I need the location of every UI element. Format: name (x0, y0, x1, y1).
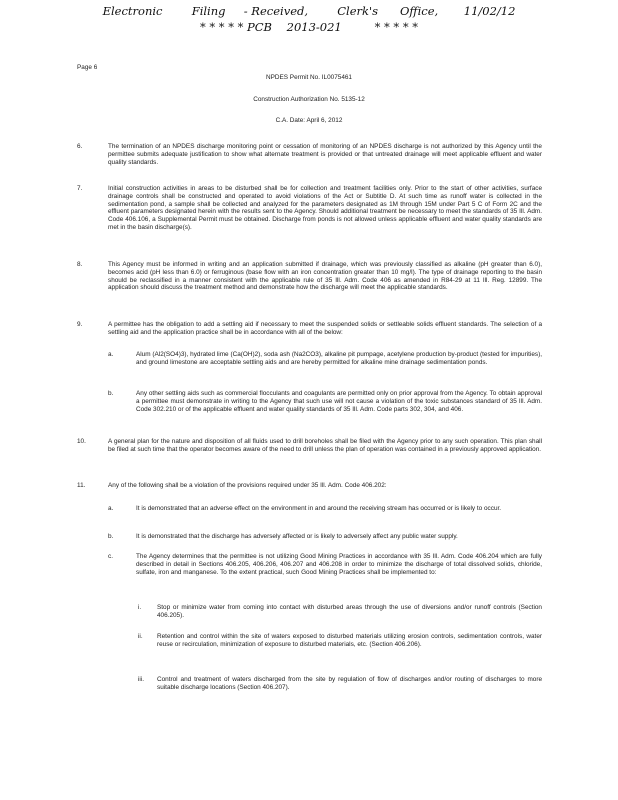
condition-8-text: This Agency must be informed in writing and an application submitted if drainage, which was previously classified as alkaline (pH greater than 6.0), becomes acid (pH less than 6.0) or ferruginous (base flow with an iron concentration greater than 10 mg/l). The type of drainage reporting to the basin should be reclassified in a manner consistent with the applicable rule of 35 Ill. Adm. Code 406 as amended in R84-29 at 11 Ill. Reg. 12899. The application should discuss the treatment method and demonstrate how the discharge will meet the applicable standards. (108, 261, 542, 292)
condition-6-text: The termination of an NPDES discharge monitoring point or cessation of monitoring of an NPDES discharge is not authorized by this Agency until the permittee submits adequate justification to show what alternate treatment is provided or that untreated drainage will meet applicable effluent and water quality standards. (108, 143, 542, 166)
item-roman: i. (138, 604, 142, 611)
page-label: Page 6 (77, 64, 98, 71)
item-letter: a. (108, 505, 114, 512)
condition-9-text: A permittee has the obligation to add a settling aid if necessary to meet the suspended solids or settleable solids effluent standards. The selection of a settling aid and the application practice shall be in accordance with all of the below: (108, 321, 542, 336)
item-number: 8. (77, 261, 83, 268)
item-letter: b. (108, 533, 114, 540)
condition-7-text: Initial construction activities in areas to be disturbed shall be for collection and treatment facilities only. Prior to the start of other activities, surface drainage controls shall be constructed and operated to avoid violations of the Act or Subtitle D. At such time as runoff water is collected in the sedimentation pond, a sample shall be collected and analyzed for the parameters designated as 1M through 15M under Part 5 C of Form 2C and the effluent parameters designated herein with the results sent to the Agency. Should additional treatment be necessary to meet the standards of 35 Ill. Adm. Code 406.106, a Supplemental Permit must be obtained. Discharge from ponds is not allowed unless applicable effluent and water quality standards are met in the basin discharge(s). (108, 185, 542, 231)
condition-11a-text: It is demonstrated that an adverse effect on the environment in and around the receiving stream has occurred or is likely to occur. (136, 505, 502, 512)
item-roman: iii. (138, 676, 145, 683)
condition-11c-text: The Agency determines that the permittee is not utilizing Good Mining Practices in accordance with 35 Ill. Adm. Code 406.204 which are fully described in detail in Sections 406.205, 406.206, 406.207 and 406.208 in order to minimize the discharge of total dissolved solids, chloride, sulfate, iron and manganese. To the extent practical, such Good Mining Practices shall be implemented to: (136, 553, 542, 576)
item-number: 11. (77, 482, 86, 489)
item-number: 6. (77, 143, 83, 150)
condition-11b-text: It is demonstrated that the discharge has adversely affected or is likely to adversely affect any public water supply. (136, 533, 458, 540)
construction-authorization: Construction Authorization No. 5135-12 (253, 96, 365, 103)
condition-11c-i-text: Stop or minimize water from coming into contact with disturbed areas through the use of diversions and/or runoff controls (Section 406.205). (157, 604, 542, 619)
condition-9b-text: Any other settling aids such as commercial flocculants and coagulants are permitted only on prior approval from the Agency. To obtain approval a permittee must demonstrate in writing to the Agency that such use will not cause a violation of the toxic substances standard of 35 Ill. Adm. Code 302.210 or of the applicable effluent and water quality standards of 35 Ill. Adm. Code parts 302, 304, and 406. (136, 390, 542, 413)
permit-number: NPDES Permit No. IL0075461 (266, 74, 352, 81)
filing-stamp-line-2: * * * * * PCB 2013-021 * * * * * (199, 20, 418, 34)
condition-9a-text: Alum (Al2(SO4)3), hydrated lime (Ca(OH)2), soda ash (Na2CO3), alkaline pit pumpage, acetylene production by-product (tested for impurities), and ground limestone are acceptable settling aids and are hereby permitted for alkaline mine drainage sedimentation ponds. (136, 351, 542, 366)
item-number: 7. (77, 185, 83, 192)
item-letter: b. (108, 390, 114, 397)
item-number: 9. (77, 321, 83, 328)
item-letter: c. (108, 553, 113, 560)
condition-10-text: A general plan for the nature and disposition of all fluids used to drill boreholes shall be filed with the Agency prior to any such operation. This plan shall be filed at such time that the operator becomes aware of the need to drill unless the plan of operation was contained in a previously approved application. (108, 438, 542, 453)
condition-11c-iii-text: Control and treatment of waters discharged from the site by regulation of flow of discharges and/or routing of discharges to more suitable discharge locations (Section 406.207). (157, 676, 542, 691)
condition-11-text: Any of the following shall be a violation of the provisions required under 35 Ill. Adm. Code 406.202: (108, 482, 387, 489)
item-letter: a. (108, 351, 114, 358)
item-roman: ii. (138, 633, 143, 640)
item-number: 10. (77, 438, 86, 445)
condition-11c-ii-text: Retention and control within the site of waters exposed to disturbed materials utilizing erosion controls, sedimentation controls, water reuse or recirculation, minimization of exposure to disturbed materials, etc. (Section 406.206). (157, 633, 542, 648)
ca-date: C.A. Date: April 6, 2012 (275, 117, 343, 124)
filing-stamp-line-1: Electronic Filing - Received, Clerk's Office, 11/02/12 (102, 4, 516, 18)
